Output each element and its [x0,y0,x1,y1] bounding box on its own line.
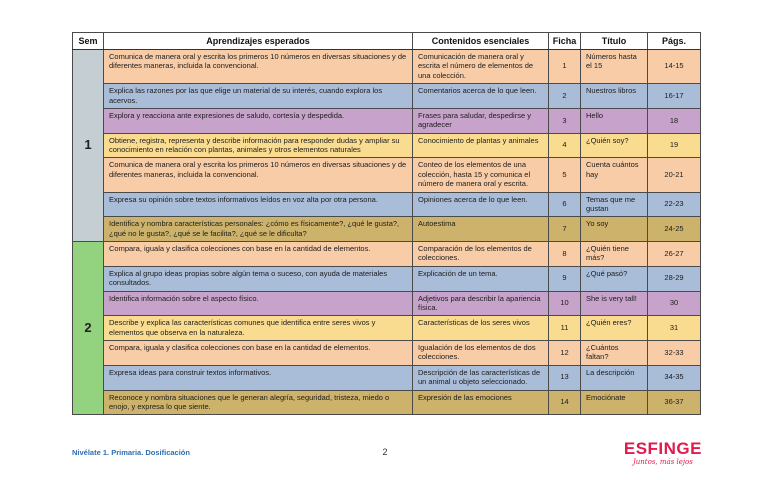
cell-contenido: Comparación de los elementos de colecciones. [413,242,549,267]
cell-aprendizaje: Compara, iguala y clasifica colecciones con base en la cantidad de elementos. [104,341,413,366]
curriculum-table [72,32,701,415]
column-header-pags: Págs. [648,33,701,50]
cell-titulo: Temas que me gustan [581,192,648,217]
cell-titulo: Yo soy [581,217,648,242]
cell-aprendizaje: Expresa su opinión sobre textos informativos leídos en voz alta por otra persona. [104,192,413,217]
cell-pags: 30 [648,291,701,316]
table-row [73,242,701,267]
column-header-aprendizajes: Aprendizajes esperados [104,33,413,50]
cell-ficha: 3 [549,108,581,133]
cell-contenido: Opiniones acerca de lo que leen. [413,192,549,217]
dosificacion-table [72,32,700,415]
cell-aprendizaje: Expresa ideas para construir textos informativos. [104,365,413,390]
cell-ficha: 8 [549,242,581,267]
cell-pags: 34-35 [648,365,701,390]
cell-pags: 19 [648,133,701,158]
cell-contenido: Comunicación de manera oral y escrita el número de elementos de una colección. [413,50,549,84]
header-row [73,33,701,50]
cell-titulo: ¿Cuántos faltan? [581,341,648,366]
column-header-contenidos: Contenidos esenciales [413,33,549,50]
cell-contenido: Frases para saludar, despedirse y agradecer [413,108,549,133]
cell-ficha: 6 [549,192,581,217]
table-row [73,316,701,341]
cell-contenido: Conocimiento de plantas y animales [413,133,549,158]
cell-ficha: 4 [549,133,581,158]
cell-titulo: Hello [581,108,648,133]
cell-aprendizaje: Comunica de manera oral y escrita los primeros 10 números en diversas situaciones y de diferentes maneras, incluida la convencional. [104,50,413,84]
cell-pags: 16-17 [648,84,701,109]
cell-contenido: Adjetivos para describir la apariencia física. [413,291,549,316]
table-row [73,365,701,390]
cell-pags: 22-23 [648,192,701,217]
cell-pags: 20-21 [648,158,701,192]
publisher-logo [624,440,702,466]
cell-ficha: 9 [549,266,581,291]
esfinge-logo-tagline: Juntos, más lejos [632,458,693,466]
table-row [73,50,701,84]
sem-group-2: 2 [73,242,104,415]
cell-ficha: 13 [549,365,581,390]
table-row [73,341,701,366]
table-row [73,217,701,242]
table-row [73,108,701,133]
table-row [73,266,701,291]
table-row [73,84,701,109]
cell-titulo: ¿Quién soy? [581,133,648,158]
cell-aprendizaje: Describe y explica las características comunes que identifica entre seres vivos y elementos que observa en la naturaleza. [104,316,413,341]
footer-book-title: Nivélate 1. Primaria. Dosificación [72,448,190,457]
table-row [73,291,701,316]
column-header-sem: Sem [73,33,104,50]
cell-contenido: Explicación de un tema. [413,266,549,291]
cell-aprendizaje: Identifica información sobre el aspecto físico. [104,291,413,316]
cell-contenido: Comentarios acerca de lo que leen. [413,84,549,109]
cell-ficha: 11 [549,316,581,341]
cell-ficha: 7 [549,217,581,242]
cell-aprendizaje: Reconoce y nombra situaciones que le generan alegría, seguridad, tristeza, miedo o enojo, y expresa lo que siente. [104,390,413,415]
table-row [73,192,701,217]
cell-pags: 24-25 [648,217,701,242]
cell-pags: 18 [648,108,701,133]
cell-ficha: 2 [549,84,581,109]
cell-titulo: She is very tall! [581,291,648,316]
cell-ficha: 1 [549,50,581,84]
cell-ficha: 10 [549,291,581,316]
cell-titulo: La descripción [581,365,648,390]
cell-aprendizaje: Explica las razones por las que elige un material de su interés, cuando explora los acervos. [104,84,413,109]
table-row [73,133,701,158]
cell-aprendizaje: Explora y reacciona ante expresiones de saludo, cortesía y despedida. [104,108,413,133]
cell-contenido: Conteo de los elementos de una colección, hasta 15 y comunica el número de manera oral y escrita. [413,158,549,192]
cell-ficha: 5 [549,158,581,192]
cell-aprendizaje: Identifica y nombra características personales: ¿cómo es físicamente?, ¿qué le gusta?, ¿qué no le gusta?, ¿qué se le facilita?, ¿qué se le dificulta? [104,217,413,242]
cell-titulo: Nuestros libros [581,84,648,109]
cell-contenido: Igualación de los elementos de dos colecciones. [413,341,549,366]
cell-titulo: ¿Quién tiene más? [581,242,648,267]
sem-group-1: 1 [73,50,104,242]
cell-pags: 26-27 [648,242,701,267]
cell-pags: 14-15 [648,50,701,84]
table-row [73,158,701,192]
column-header-titulo: Título [581,33,648,50]
cell-aprendizaje: Obtiene, registra, representa y describe información para responder dudas y ampliar su conocimiento en relación con plantas, animales y otros elementos naturales [104,133,413,158]
page-number: 2 [382,447,388,457]
cell-pags: 32-33 [648,341,701,366]
cell-pags: 31 [648,316,701,341]
cell-titulo: Números hasta el 15 [581,50,648,84]
cell-contenido: Características de los seres vivos [413,316,549,341]
table-row [73,390,701,415]
cell-aprendizaje: Explica al grupo ideas propias sobre algún tema o suceso, con ayuda de materiales consultados. [104,266,413,291]
cell-aprendizaje: Comunica de manera oral y escrita los primeros 10 números en diversas situaciones y de diferentes maneras, incluida la convencional. [104,158,413,192]
cell-ficha: 14 [549,390,581,415]
cell-contenido: Expresión de las emociones [413,390,549,415]
cell-titulo: Emociónate [581,390,648,415]
cell-contenido: Descripción de las características de un animal u objeto seleccionado. [413,365,549,390]
esfinge-logo-text: ESFINGE [623,439,702,458]
cell-titulo: Cuenta cuántos hay [581,158,648,192]
cell-pags: 36-37 [648,390,701,415]
cell-ficha: 12 [549,341,581,366]
cell-titulo: ¿Qué pasó? [581,266,648,291]
cell-pags: 28-29 [648,266,701,291]
cell-aprendizaje: Compara, iguala y clasifica colecciones con base en la cantidad de elementos. [104,242,413,267]
column-header-ficha: Ficha [549,33,581,50]
cell-contenido: Autoestima [413,217,549,242]
cell-titulo: ¿Quién eres? [581,316,648,341]
